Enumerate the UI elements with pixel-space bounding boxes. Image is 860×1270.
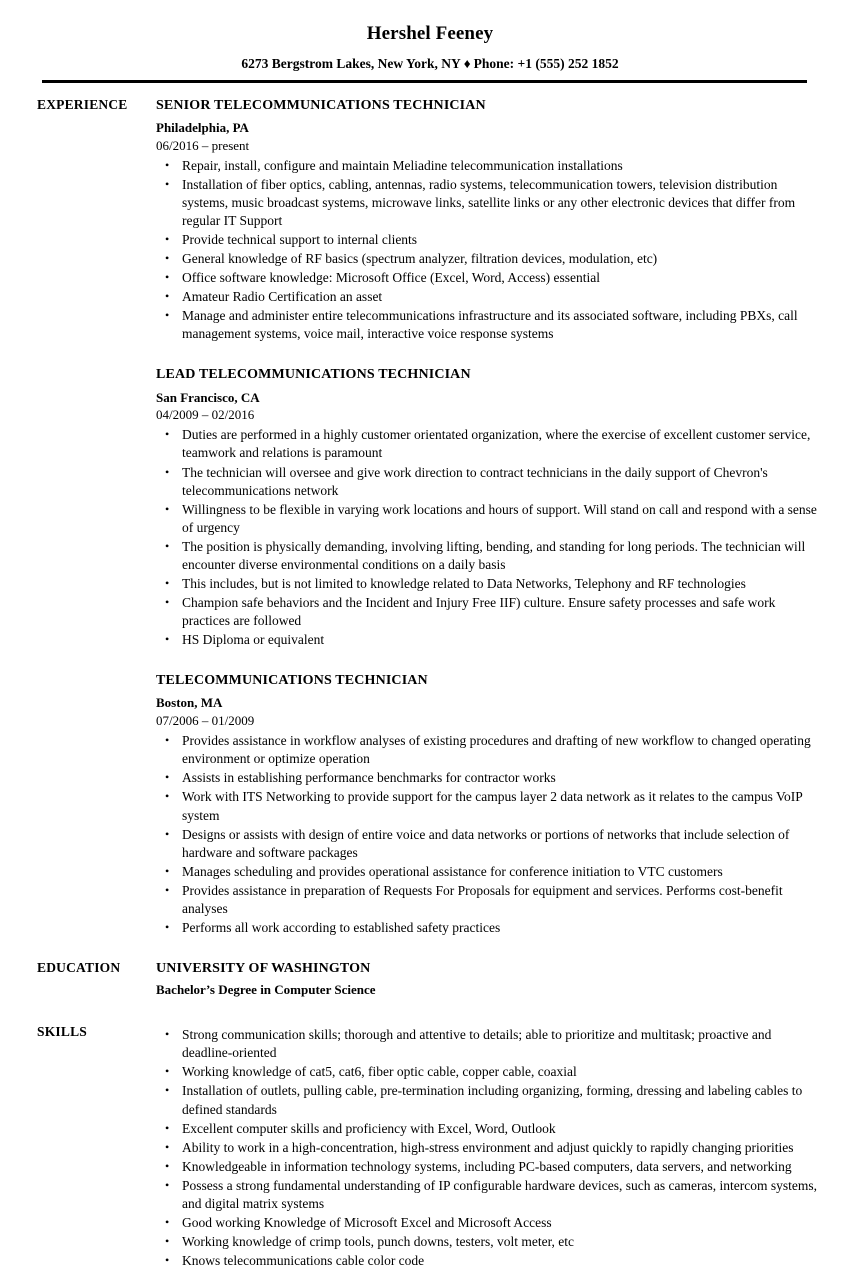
job-title: TELECOMMUNICATIONS TECHNICIAN xyxy=(156,673,428,689)
candidate-name: Hershel Feeney xyxy=(366,23,494,44)
contact-line xyxy=(0,56,860,73)
header-divider xyxy=(42,80,807,83)
list-item: • The position is physically demanding, involving lifting, bending, and standing for long periods. The technician will encounter diverse environmental conditions on a daily basis xyxy=(156,538,822,574)
list-item: • Performs all work according to established safety practices xyxy=(156,919,822,937)
list-item: • HS Diploma or equivalent xyxy=(156,631,822,649)
job-responsibilities xyxy=(156,157,822,344)
list-item: • General knowledge of RF basics (spectrum analyzer, filtration devices, modulation, etc) xyxy=(156,250,822,268)
job-dates: 07/2006 – 01/2009 xyxy=(156,713,255,729)
section-label-skills: SKILLS xyxy=(37,1024,87,1040)
candidate-phone: Phone: +1 (555) 252 1852 xyxy=(473,55,619,71)
education-body xyxy=(156,960,860,999)
list-item: • Manages scheduling and provides operational assistance for conference initiation to VTC customers xyxy=(156,863,822,881)
list-item: • Possess a strong fundamental understanding of IP configurable hardware devices, such as cameras, intercom systems, and digital matrix systems xyxy=(156,1177,822,1213)
education-section xyxy=(0,960,860,999)
experience-section xyxy=(0,97,860,937)
list-item: • Working knowledge of cat5, cat6, fiber optic cable, copper cable, coaxial xyxy=(156,1063,822,1081)
list-item: • The technician will oversee and give work direction to contract technicians in the daily support of Chevron's telecommunications network xyxy=(156,464,822,500)
skills-body xyxy=(156,1024,860,1270)
job-responsibilities xyxy=(156,426,822,649)
list-item: • Manage and administer entire telecommunications infrastructure and its associated software, including PBXs, call management systems, voice mail, interactive voice response systems xyxy=(156,307,822,343)
job-title: SENIOR TELECOMMUNICATIONS TECHNICIAN xyxy=(156,97,486,113)
experience-entry xyxy=(156,672,822,937)
education-school: UNIVERSITY OF WASHINGTON xyxy=(156,961,371,977)
list-item: • Knowledgeable in information technology systems, including PC-based computers, data servers, and networking xyxy=(156,1158,822,1176)
list-item: • Repair, install, configure and maintain Meliadine telecommunication installations xyxy=(156,157,822,175)
list-item: • Work with ITS Networking to provide support for the campus layer 2 data network as it relates to the campus VoIP system xyxy=(156,788,822,824)
list-item: • This includes, but is not limited to knowledge related to Data Networks, Telephony and RF technologies xyxy=(156,575,822,593)
list-item: • Provides assistance in workflow analyses of existing procedures and drafting of new workflow to changed operating environment or optimize operation xyxy=(156,732,822,768)
list-item: • Duties are performed in a highly customer orientated organization, where the exercise of excellent customer service, teamwork and relations is paramount xyxy=(156,426,822,462)
list-item: • Good working Knowledge of Microsoft Excel and Microsoft Access xyxy=(156,1214,822,1232)
list-item: • Champion safe behaviors and the Incident and Injury Free IIF) culture. Ensure safety processes and safe work practices are followed xyxy=(156,594,822,630)
list-item: • Willingness to be flexible in varying work locations and hours of support. Will stand on call and respond with a sense of urgency xyxy=(156,501,822,537)
list-item: • Excellent computer skills and proficiency with Excel, Word, Outlook xyxy=(156,1120,822,1138)
list-item: • Designs or assists with design of entire voice and data networks or portions of networks that include selection of hardware and software packages xyxy=(156,826,822,862)
job-location: Boston, MA xyxy=(156,695,223,711)
list-item: • Strong communication skills; thorough and attentive to details; able to prioritize and multitask; proactive and deadline-oriented xyxy=(156,1026,822,1062)
experience-entry xyxy=(156,366,822,649)
list-item: • Working knowledge of crimp tools, punch downs, testers, volt meter, etc xyxy=(156,1233,822,1251)
list-item: • Knows telecommunications cable color code xyxy=(156,1252,822,1270)
job-title: LEAD TELECOMMUNICATIONS TECHNICIAN xyxy=(156,367,471,383)
list-item: • Provide technical support to internal clients xyxy=(156,231,822,249)
experience-body xyxy=(156,97,860,937)
section-label-experience: EXPERIENCE xyxy=(37,96,128,112)
job-location: Philadelphia, PA xyxy=(156,119,249,135)
experience-entry xyxy=(156,97,822,344)
list-item: • Office software knowledge: Microsoft Office (Excel, Word, Access) essential xyxy=(156,269,822,287)
job-location: San Francisco, CA xyxy=(156,389,260,405)
diamond-separator-icon: ♦ xyxy=(463,55,471,71)
job-dates: 06/2016 – present xyxy=(156,137,250,153)
list-item: • Provides assistance in preparation of Requests For Proposals for equipment and services. Performs cost-benefit analyses xyxy=(156,882,822,918)
list-item: • Amateur Radio Certification an asset xyxy=(156,288,822,306)
job-dates: 04/2009 – 02/2016 xyxy=(156,407,255,423)
education-degree: Bachelor’s Degree in Computer Science xyxy=(156,982,376,998)
section-label-education: EDUCATION xyxy=(37,960,121,976)
list-item: • Assists in establishing performance benchmarks for contractor works xyxy=(156,769,822,787)
skills-list xyxy=(156,1026,822,1270)
candidate-address: 6273 Bergstrom Lakes, New York, NY xyxy=(241,55,461,71)
list-item: • Installation of outlets, pulling cable, pre-termination including organizing, forming, dressing and labeling cables to defined standards xyxy=(156,1082,822,1118)
resume-header xyxy=(0,0,860,73)
list-item: • Ability to work in a high-concentration, high-stress environment and adjust quickly to rapidly changing priorities xyxy=(156,1139,822,1157)
skills-section xyxy=(0,1024,860,1270)
list-item: • Installation of fiber optics, cabling, antennas, radio systems, telecommunication towers, television distribution systems, music broadcast systems, microwave links, satellite links or any other electronic devices that differ from regular IT Support xyxy=(156,176,822,230)
job-responsibilities xyxy=(156,732,822,937)
